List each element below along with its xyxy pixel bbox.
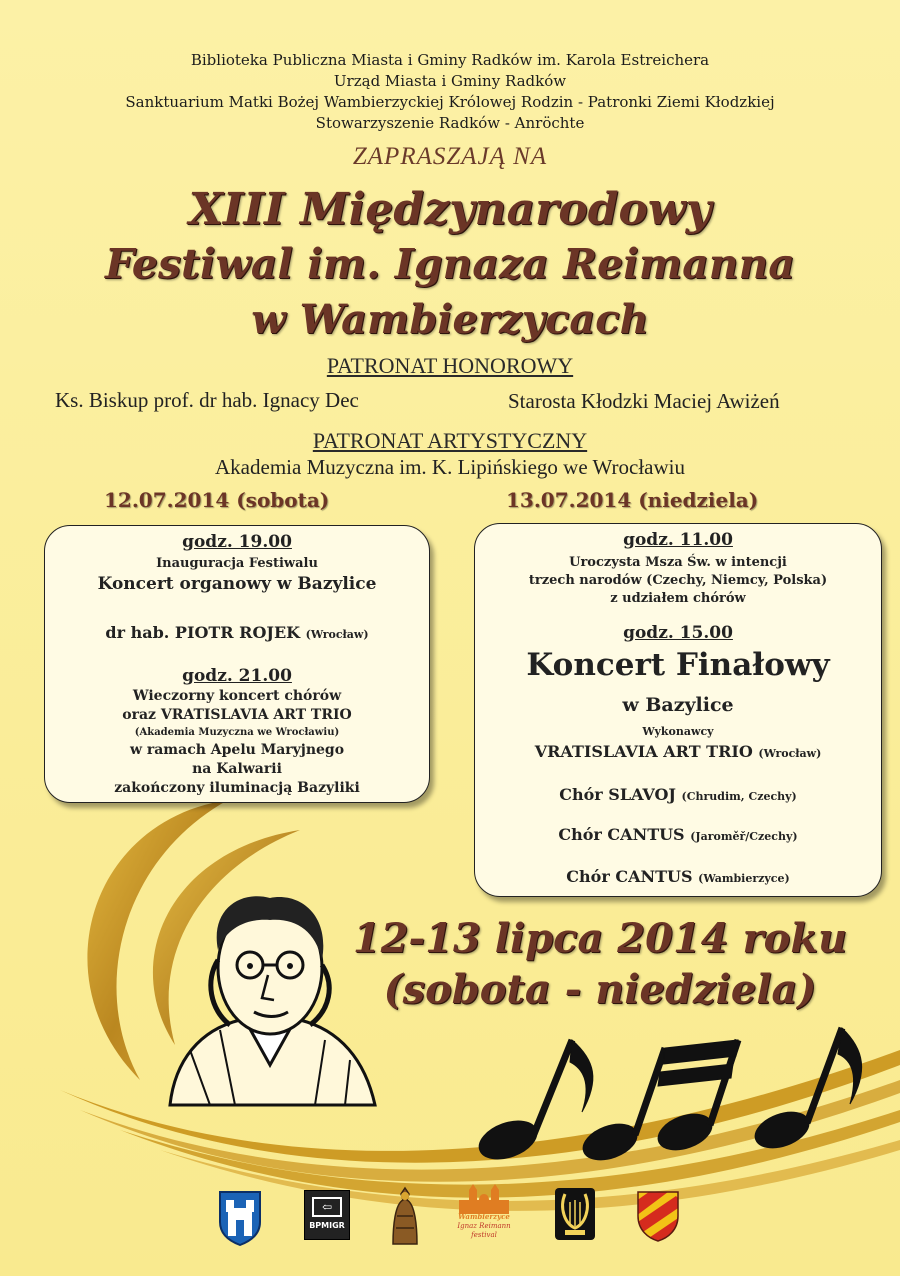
day1-time-1: godz. 19.00 bbox=[182, 532, 292, 552]
organizer-4: Stowarzyszenie Radków - Anröchte bbox=[315, 114, 585, 132]
day2-time-1: godz. 11.00 bbox=[623, 530, 733, 550]
day1-line-4: oraz VRATISLAVIA ART TRIO bbox=[122, 707, 352, 723]
artistic-patronage-heading: PATRONAT ARTYSTYCZNY bbox=[312, 428, 588, 453]
music-notes-decoration bbox=[460, 1020, 880, 1170]
bpmigr-logo-text: BPMIGR bbox=[309, 1221, 345, 1230]
day2-performer-2 bbox=[475, 785, 881, 804]
honorary-patron-starosta: Starosta Kłodzki Maciej Awiżeń bbox=[508, 389, 780, 413]
day2-performer-4 bbox=[475, 867, 881, 886]
day1-performer-name: dr hab. PIOTR ROJEK bbox=[105, 623, 301, 642]
artistic-patron: Akademia Muzyczna im. K. Lipińskiego we Wrocławiu bbox=[215, 455, 685, 479]
day1-line-1: Inauguracja Festiwalu bbox=[156, 556, 318, 571]
day2-line-2: trzech narodów (Czechy, Niemcy, Polska) bbox=[528, 573, 828, 588]
bpmigr-library-logo bbox=[304, 1190, 350, 1240]
day2-performer-3-note: (Jaroměř/Czechy) bbox=[690, 830, 798, 843]
day2-program-box bbox=[474, 523, 882, 897]
day2-performers-label: Wykonawcy bbox=[642, 725, 714, 738]
day2-heading: 13.07.2014 (niedziela) bbox=[506, 488, 759, 512]
day2-performer-3-name: Chór CANTUS bbox=[558, 825, 685, 844]
invite-text: ZAPRASZAJĄ NA bbox=[352, 143, 548, 170]
organizer-1: Biblioteka Publiczna Miasta i Gminy Radków im. Karola Estreichera bbox=[190, 51, 710, 69]
organizer-2: Urząd Miasta i Gminy Radków bbox=[333, 72, 567, 90]
day1-line-3: Wieczorny koncert chórów bbox=[132, 688, 342, 704]
day1-performer bbox=[45, 623, 429, 642]
madonna-statue-logo bbox=[391, 1186, 419, 1246]
day2-performer-2-note: (Chrudim, Czechy) bbox=[681, 790, 797, 803]
day1-line-6: w ramach Apelu Maryjnego bbox=[129, 742, 345, 758]
honorary-patron-bishop: Ks. Biskup prof. dr hab. Ignacy Dec bbox=[55, 388, 359, 412]
day2-performer-1-name: VRATISLAVIA ART TRIO bbox=[534, 742, 753, 761]
day1-time-2: godz. 21.00 bbox=[182, 666, 292, 686]
honorary-patronage-heading: PATRONAT HONOROWY bbox=[326, 353, 574, 378]
organizer-3: Sanktuarium Matki Bożej Wambierzyckiej Królowej Rodzin - Patronki Ziemi Kłodzkiej bbox=[125, 93, 775, 111]
day2-final-concert: Koncert Finałowy bbox=[526, 647, 830, 683]
festival-logo-top: Wambierzyce bbox=[458, 1212, 510, 1221]
basilica-icon bbox=[455, 1180, 513, 1214]
festival-logo-bot: festival bbox=[471, 1231, 497, 1239]
day2-line-1: Uroczysta Msza Św. w intencji bbox=[569, 555, 787, 570]
day1-line-5: (Akademia Muzyczna we Wrocławiu) bbox=[134, 727, 340, 738]
event-dates-line-2: (sobota - niedziela) bbox=[383, 966, 817, 1013]
day1-line-7: na Kalwarii bbox=[192, 761, 282, 777]
organizers bbox=[0, 50, 900, 134]
day2-performer-2-name: Chór SLAVOJ bbox=[559, 785, 676, 804]
festival-logo-mid: Ignaz Reimann bbox=[457, 1222, 511, 1230]
event-dates-line-1: 12-13 lipca 2014 roku bbox=[352, 915, 848, 962]
day1-heading: 12.07.2014 (sobota) bbox=[104, 488, 330, 512]
day1-line-8: zakończony iluminacją Bazyliki bbox=[114, 780, 360, 796]
lyre-logo bbox=[555, 1188, 595, 1240]
book-icon: ⇦ bbox=[312, 1197, 342, 1217]
day2-performer-1 bbox=[475, 742, 881, 761]
day2-performer-4-name: Chór CANTUS bbox=[566, 867, 693, 886]
day2-performer-3 bbox=[475, 825, 881, 844]
radkow-coat-of-arms-logo bbox=[218, 1190, 262, 1246]
title-line-1: XIII Międzynarodowy bbox=[188, 184, 712, 235]
title-line-3: w Wambierzycach bbox=[251, 296, 649, 343]
day2-time-2: godz. 15.00 bbox=[623, 623, 733, 643]
reimann-festival-logo bbox=[455, 1180, 513, 1246]
day2-line-3: z udziałem chórów bbox=[610, 591, 746, 606]
day2-place: w Bazylice bbox=[622, 694, 734, 716]
day1-program-box bbox=[44, 525, 430, 803]
day1-line-2: Koncert organowy w Bazylice bbox=[97, 574, 377, 594]
day2-performer-4-note: (Wambierzyce) bbox=[698, 872, 790, 885]
title-line-2: Festiwal im. Ignaza Reimanna bbox=[105, 240, 795, 288]
day1-performer-note: (Wrocław) bbox=[305, 628, 369, 641]
day2-performer-1-note: (Wrocław) bbox=[758, 747, 822, 760]
anrochte-coat-of-arms-logo bbox=[636, 1190, 680, 1242]
